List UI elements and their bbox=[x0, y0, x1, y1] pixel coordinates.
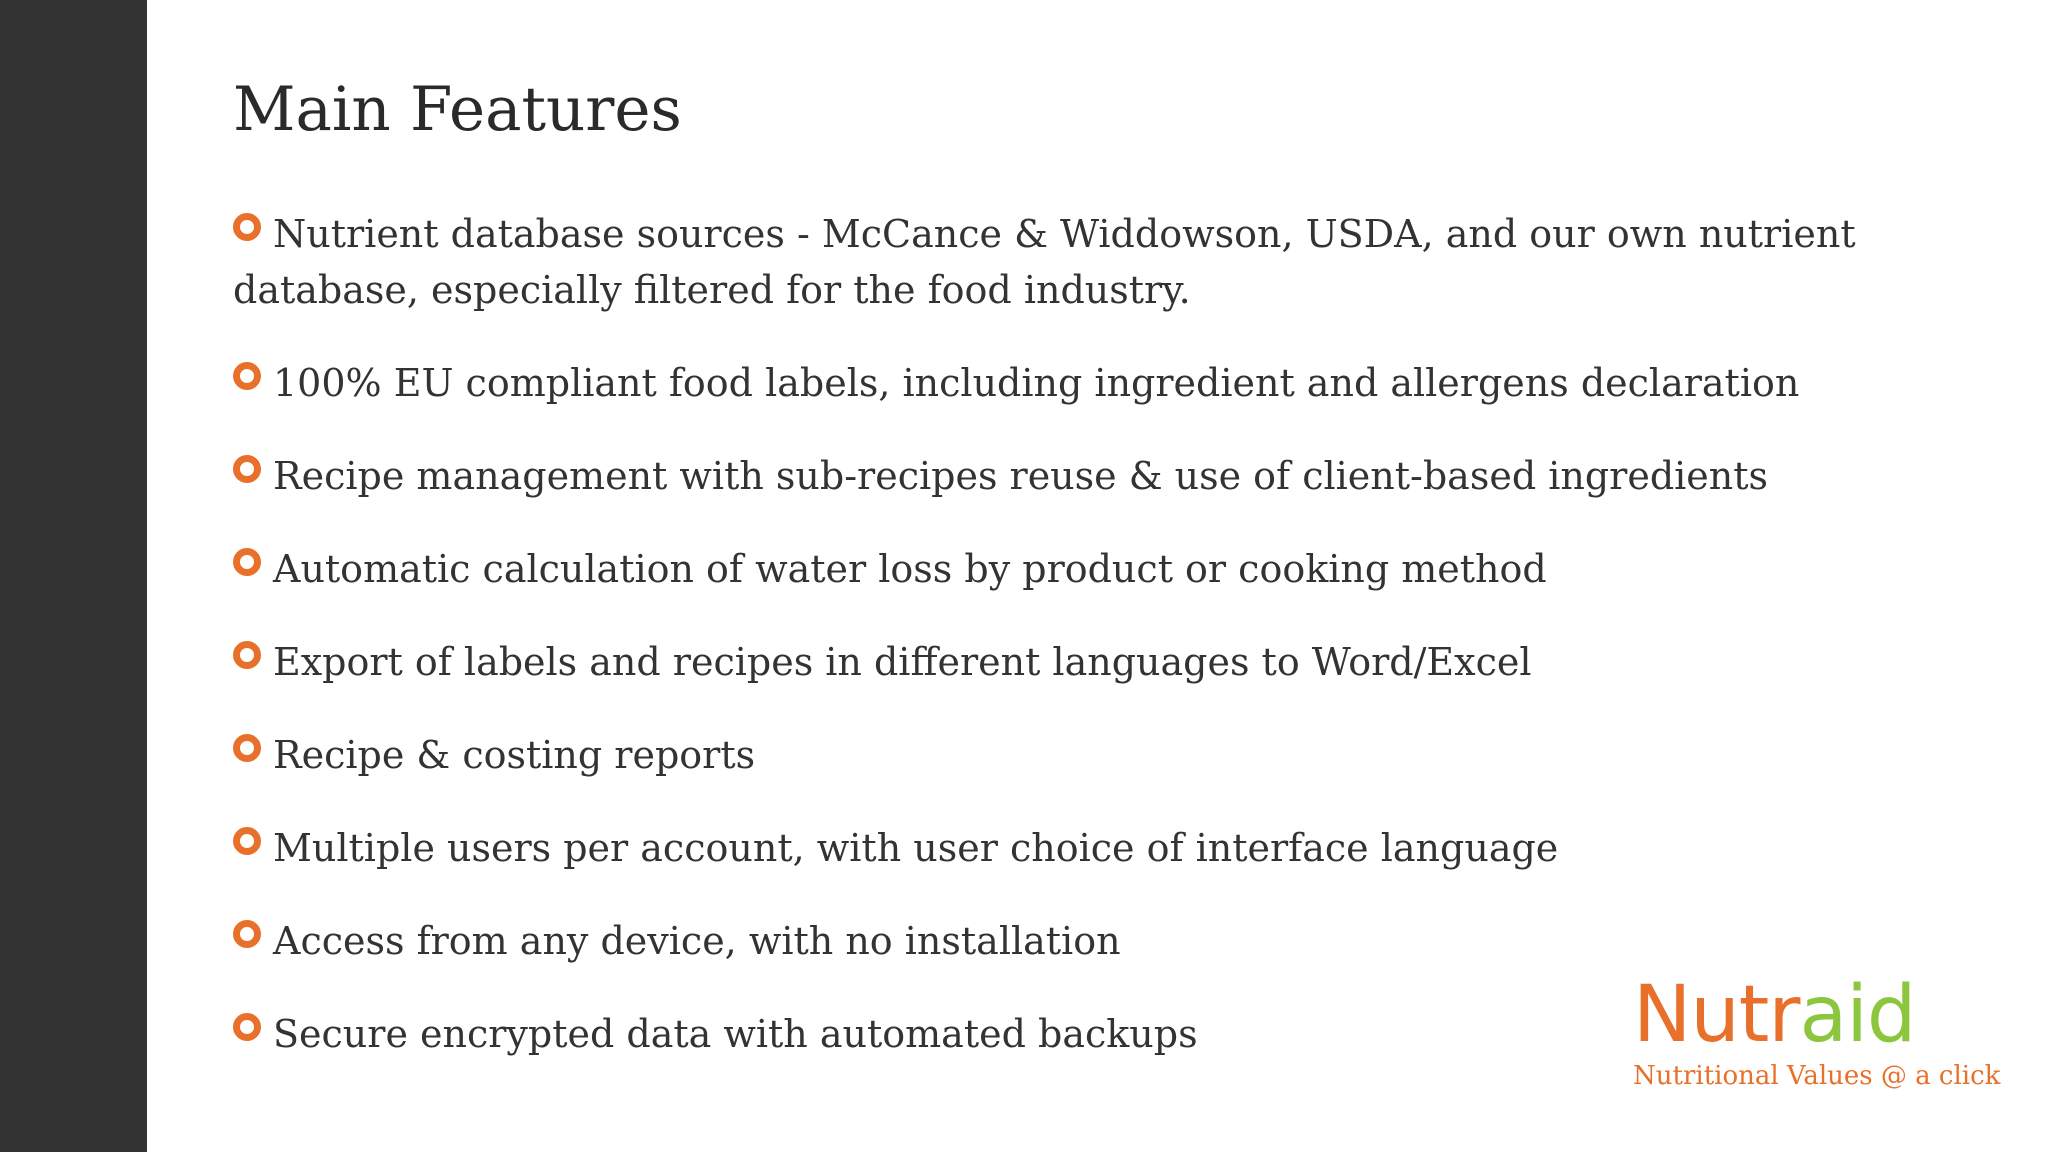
orange-ring-bullet-icon bbox=[233, 641, 261, 669]
feature-text: Automatic calculation of water loss by product or cooking method bbox=[273, 547, 1547, 591]
feature-text: Recipe & costing reports bbox=[273, 733, 756, 777]
logo-wordmark bbox=[1633, 972, 1915, 1058]
orange-ring-bullet-icon bbox=[233, 455, 261, 483]
dark-sidebar-bar bbox=[0, 0, 147, 1152]
orange-ring-bullet-icon bbox=[233, 213, 261, 241]
logo-word-part1: Nutr bbox=[1633, 970, 1800, 1060]
orange-ring-bullet-icon bbox=[233, 734, 261, 762]
feature-item bbox=[233, 913, 1893, 969]
feature-item bbox=[233, 448, 1893, 504]
feature-text: Export of labels and recipes in different languages to Word/Excel bbox=[273, 640, 1532, 684]
orange-ring-bullet-icon bbox=[233, 827, 261, 855]
feature-item bbox=[233, 634, 1893, 690]
feature-item bbox=[233, 727, 1893, 783]
feature-item bbox=[233, 541, 1893, 597]
logo-word-part2: aid bbox=[1799, 970, 1916, 1060]
feature-text: Access from any device, with no installation bbox=[273, 919, 1121, 963]
feature-item bbox=[233, 206, 1893, 318]
feature-item bbox=[233, 355, 1893, 411]
feature-text: 100% EU compliant food labels, including ingredient and allergens declaration bbox=[273, 361, 1800, 405]
orange-ring-bullet-icon bbox=[233, 362, 261, 390]
orange-ring-bullet-icon bbox=[233, 1013, 261, 1041]
logo-tagline: Nutritional Values @ a click bbox=[1633, 1061, 2001, 1091]
slide-title: Main Features bbox=[233, 74, 682, 145]
nutraid-logo bbox=[1633, 972, 2013, 1092]
feature-text: Secure encrypted data with automated backups bbox=[273, 1012, 1198, 1056]
feature-item bbox=[233, 820, 1893, 876]
feature-list bbox=[233, 206, 1893, 1099]
orange-ring-bullet-icon bbox=[233, 548, 261, 576]
orange-ring-bullet-icon bbox=[233, 920, 261, 948]
feature-text: Nutrient database sources - McCance & Widdowson, USDA, and our own nutrient database, especially filtered for the food industry. bbox=[233, 212, 1856, 312]
feature-text: Recipe management with sub-recipes reuse & use of client-based ingredients bbox=[273, 454, 1769, 498]
feature-text: Multiple users per account, with user choice of interface language bbox=[273, 826, 1559, 870]
